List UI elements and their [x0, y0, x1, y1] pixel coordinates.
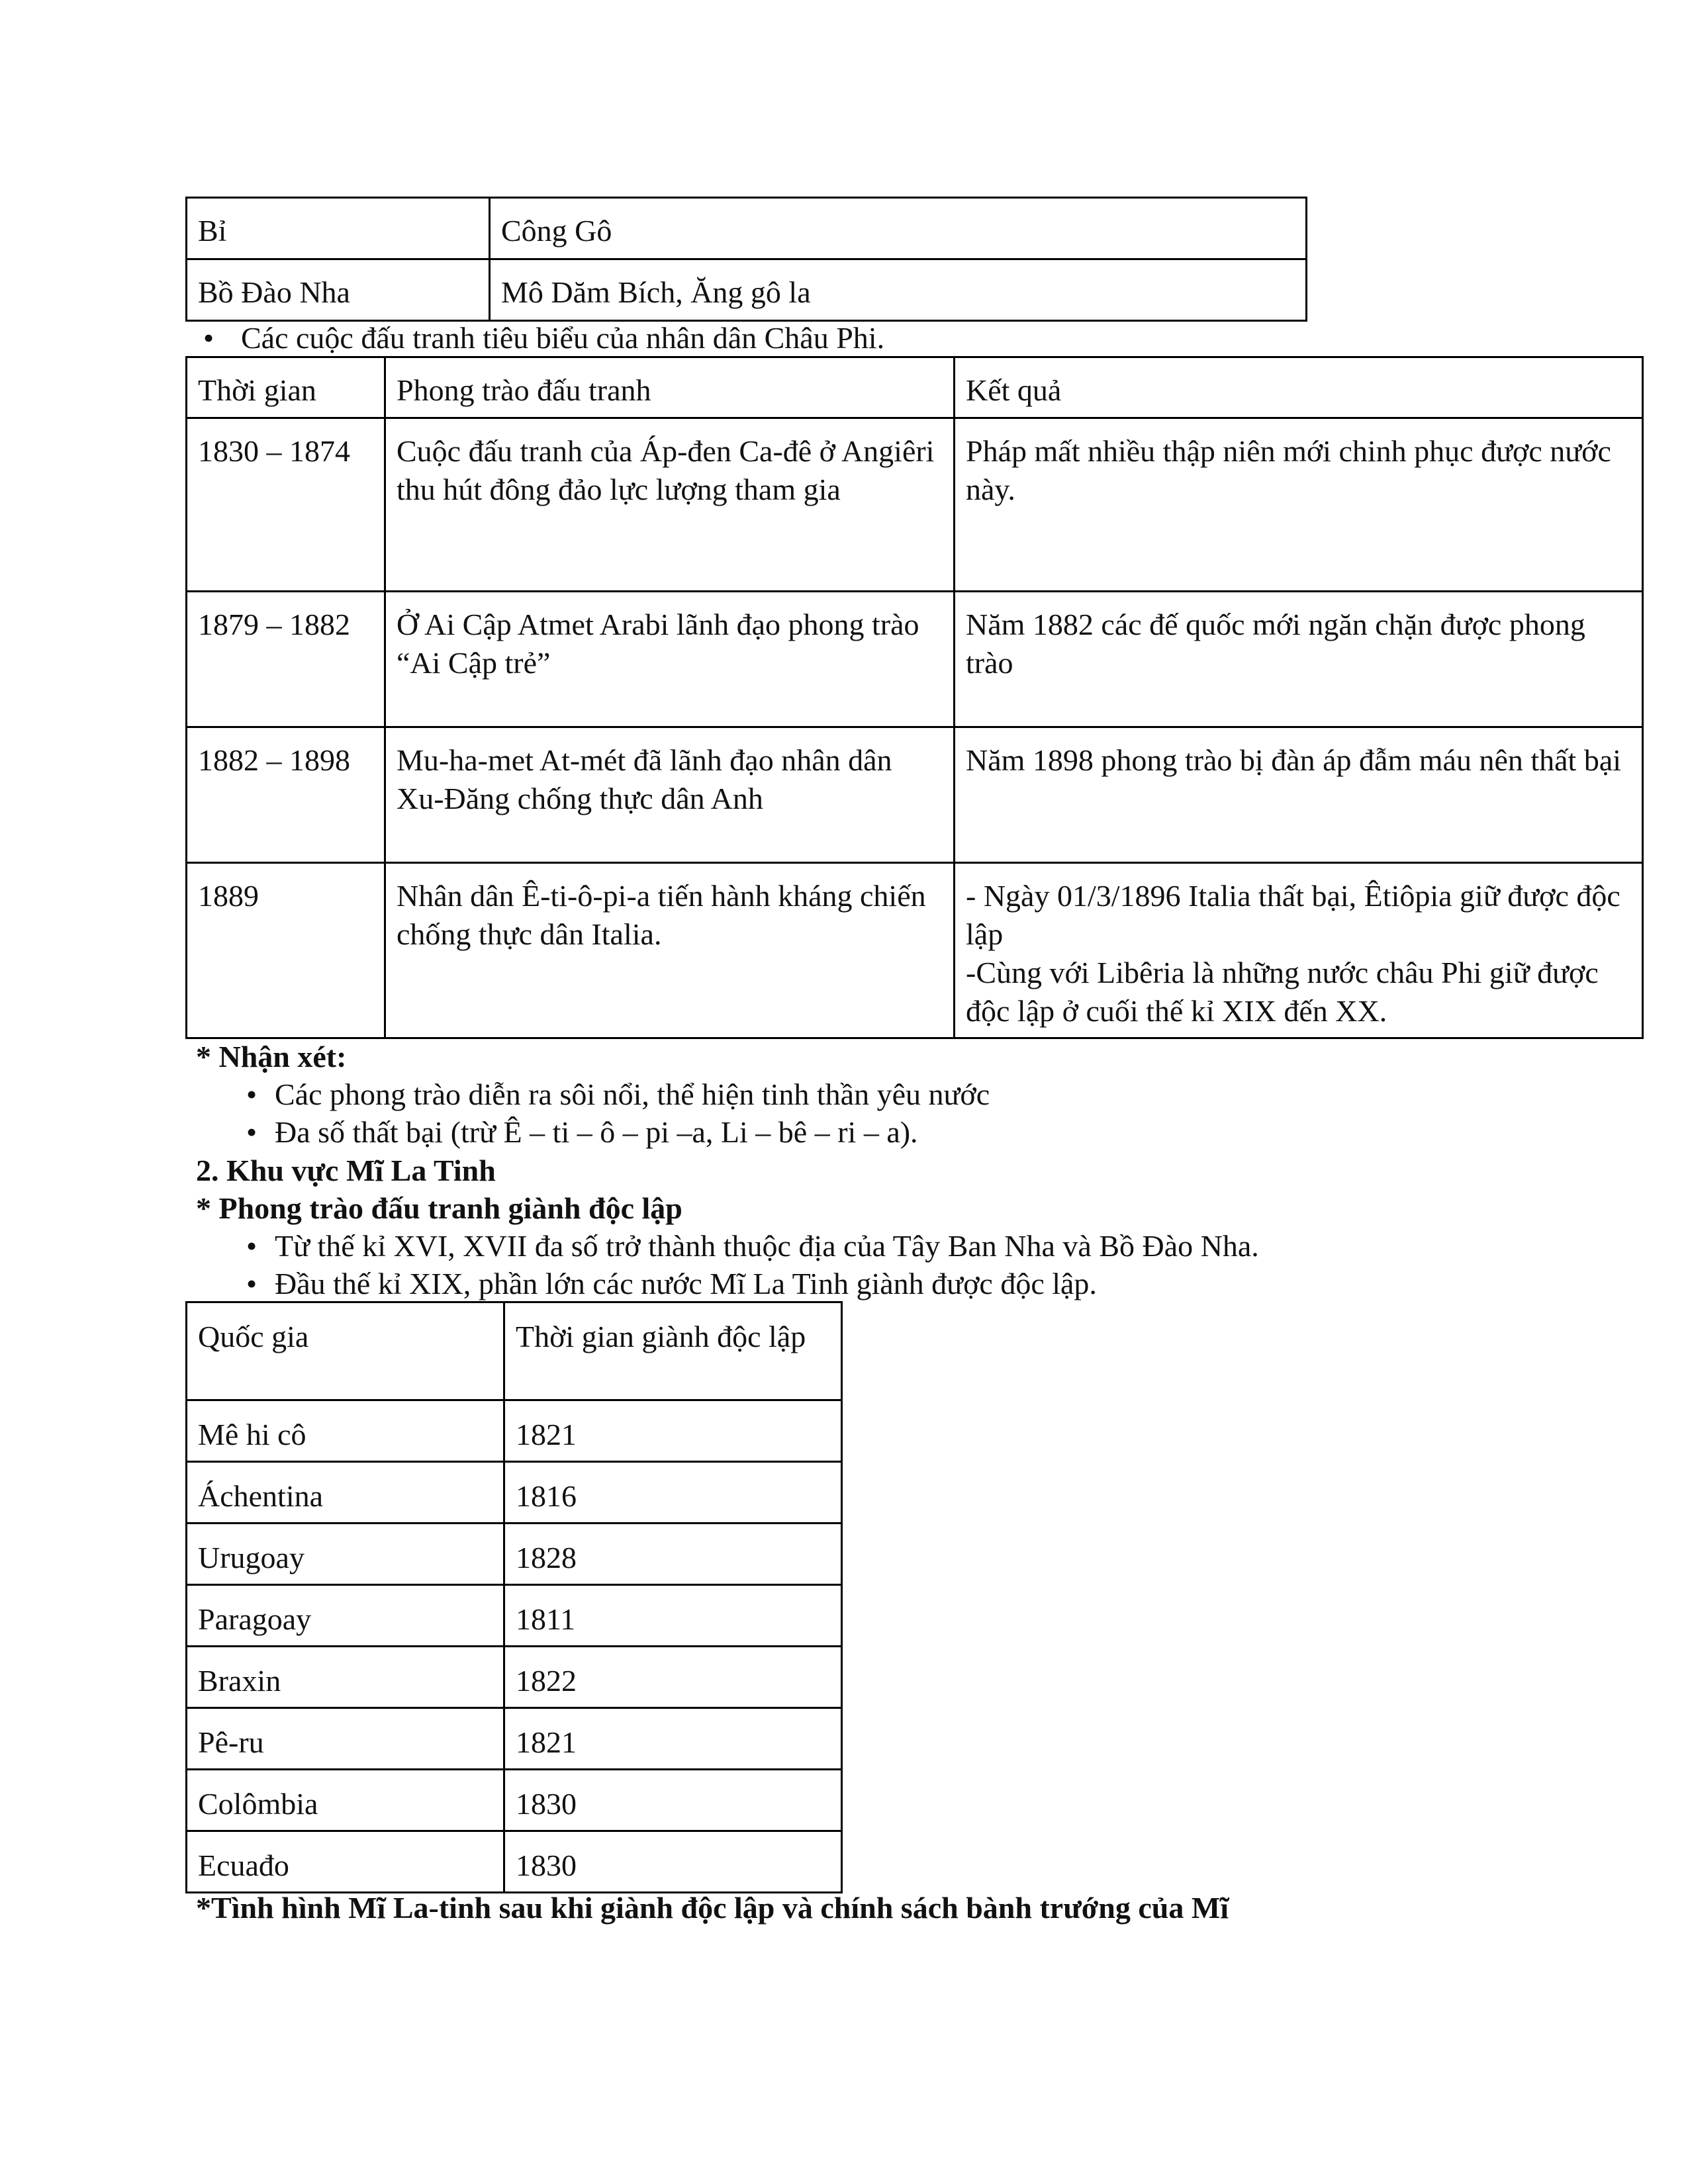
remark-title: * Nhận xét: — [196, 1040, 347, 1073]
table-row — [187, 1400, 842, 1462]
table-cell: Colômbia — [187, 1770, 504, 1831]
result-line: -Cùng với Libêria là những nước châu Phi giữ được độc lập ở cuối thế kỉ XIX đến XX. — [966, 956, 1599, 1028]
table-row — [187, 198, 1307, 259]
bullet-icon: • — [246, 1267, 258, 1300]
list-item — [185, 319, 884, 357]
table-cell: Mê hi cô — [187, 1400, 504, 1462]
table-cell: 1830 – 1874 — [187, 418, 385, 592]
table-row — [187, 1585, 842, 1647]
final-heading: *Tình hình Mĩ La-tinh sau khi giành độc lập và chính sách bành trướng của Mĩ — [196, 1891, 1229, 1925]
table-cell — [955, 863, 1643, 1038]
table-cell: Bồ Đào Nha — [187, 259, 490, 321]
table-cell: Bỉ — [187, 198, 490, 259]
bullet-text: Từ thế kỉ XVI, XVII đa số trở thành thuộc địa của Tây Ban Nha và Bồ Đào Nha. — [275, 1229, 1259, 1263]
list-item — [228, 1265, 1097, 1303]
result-line: - Ngày 01/3/1896 Italia thất bại, Êtiôpia giữ được độc lập — [966, 879, 1620, 951]
list-item — [228, 1113, 918, 1152]
table-cell: Công Gô — [490, 198, 1307, 259]
table-header-row — [187, 357, 1643, 418]
africa-struggles-table — [185, 356, 1644, 1039]
table-cell: Áchentina — [187, 1462, 504, 1524]
table-cell: 1822 — [504, 1647, 842, 1708]
table-cell: Paragoay — [187, 1585, 504, 1647]
table-row — [187, 259, 1307, 321]
bullet-text: Đầu thế kỉ XIX, phần lớn các nước Mĩ La Tinh giành được độc lập. — [275, 1267, 1097, 1300]
column-header: Phong trào đấu tranh — [385, 357, 955, 418]
table-row — [187, 592, 1643, 727]
table-row — [187, 1647, 842, 1708]
table-cell: 1889 — [187, 863, 385, 1038]
table-header-row — [187, 1302, 842, 1400]
table-cell: Ecuađo — [187, 1831, 504, 1893]
table-cell: 1882 – 1898 — [187, 727, 385, 863]
table-cell: Nhân dân Ê-ti-ô-pi-a tiến hành kháng chiến chống thực dân Italia. — [385, 863, 955, 1038]
list-item — [228, 1075, 990, 1114]
list-item — [228, 1227, 1259, 1265]
table-cell: Urugoay — [187, 1524, 504, 1585]
table-cell: Ở Ai Cập Atmet Arabi lãnh đạo phong trào “Ai Cập trẻ” — [385, 592, 955, 727]
table-cell: Mô Dăm Bích, Ăng gô la — [490, 259, 1307, 321]
table-row — [187, 1770, 842, 1831]
table-row — [187, 418, 1643, 592]
column-header: Kết quả — [955, 357, 1643, 418]
bullet-text: Các phong trào diễn ra sôi nổi, thể hiện tinh thần yêu nước — [275, 1077, 990, 1111]
table-cell: Cuộc đấu tranh của Áp-đen Ca-đê ở Angiêri thu hút đông đảo lực lượng tham gia — [385, 418, 955, 592]
table-row — [187, 1524, 842, 1585]
table-cell: Braxin — [187, 1647, 504, 1708]
table-cell: 1821 — [504, 1708, 842, 1770]
table-row — [187, 1462, 842, 1524]
table-cell: 1821 — [504, 1400, 842, 1462]
table-cell: 1816 — [504, 1462, 842, 1524]
bullet-text: Đa số thất bại (trừ Ê – ti – ô – pi –a, Li – bê – ri – a). — [275, 1115, 918, 1149]
colonies-table — [185, 197, 1307, 322]
table-cell: 1830 — [504, 1770, 842, 1831]
table-cell: Mu-ha-met At-mét đã lãnh đạo nhân dân Xu-Đăng chống thực dân Anh — [385, 727, 955, 863]
table-row — [187, 727, 1643, 863]
table-cell: Pê-ru — [187, 1708, 504, 1770]
bullet-icon: • — [203, 321, 214, 355]
independence-table — [185, 1301, 843, 1893]
column-header: Thời gian giành độc lập — [504, 1302, 842, 1400]
section-heading: 2. Khu vực Mĩ La Tinh — [196, 1154, 496, 1187]
section-subheading: * Phong trào đấu tranh giành độc lập — [196, 1191, 682, 1225]
bullet-icon: • — [246, 1077, 258, 1111]
table-cell: 1811 — [504, 1585, 842, 1647]
table-row — [187, 1831, 842, 1893]
table-row — [187, 1708, 842, 1770]
table-cell: Pháp mất nhiều thập niên mới chinh phục được nước này. — [955, 418, 1643, 592]
bullet-text: Các cuộc đấu tranh tiêu biểu của nhân dân Châu Phi. — [241, 321, 885, 355]
column-header: Quốc gia — [187, 1302, 504, 1400]
bullet-icon: • — [246, 1229, 258, 1263]
bullet-icon: • — [246, 1115, 258, 1149]
column-header: Thời gian — [187, 357, 385, 418]
table-cell: Năm 1898 phong trào bị đàn áp đẫm máu nên thất bại — [955, 727, 1643, 863]
table-cell: 1830 — [504, 1831, 842, 1893]
table-cell: Năm 1882 các đế quốc mới ngăn chặn được phong trào — [955, 592, 1643, 727]
table-cell: 1879 – 1882 — [187, 592, 385, 727]
table-cell: 1828 — [504, 1524, 842, 1585]
table-row — [187, 863, 1643, 1038]
